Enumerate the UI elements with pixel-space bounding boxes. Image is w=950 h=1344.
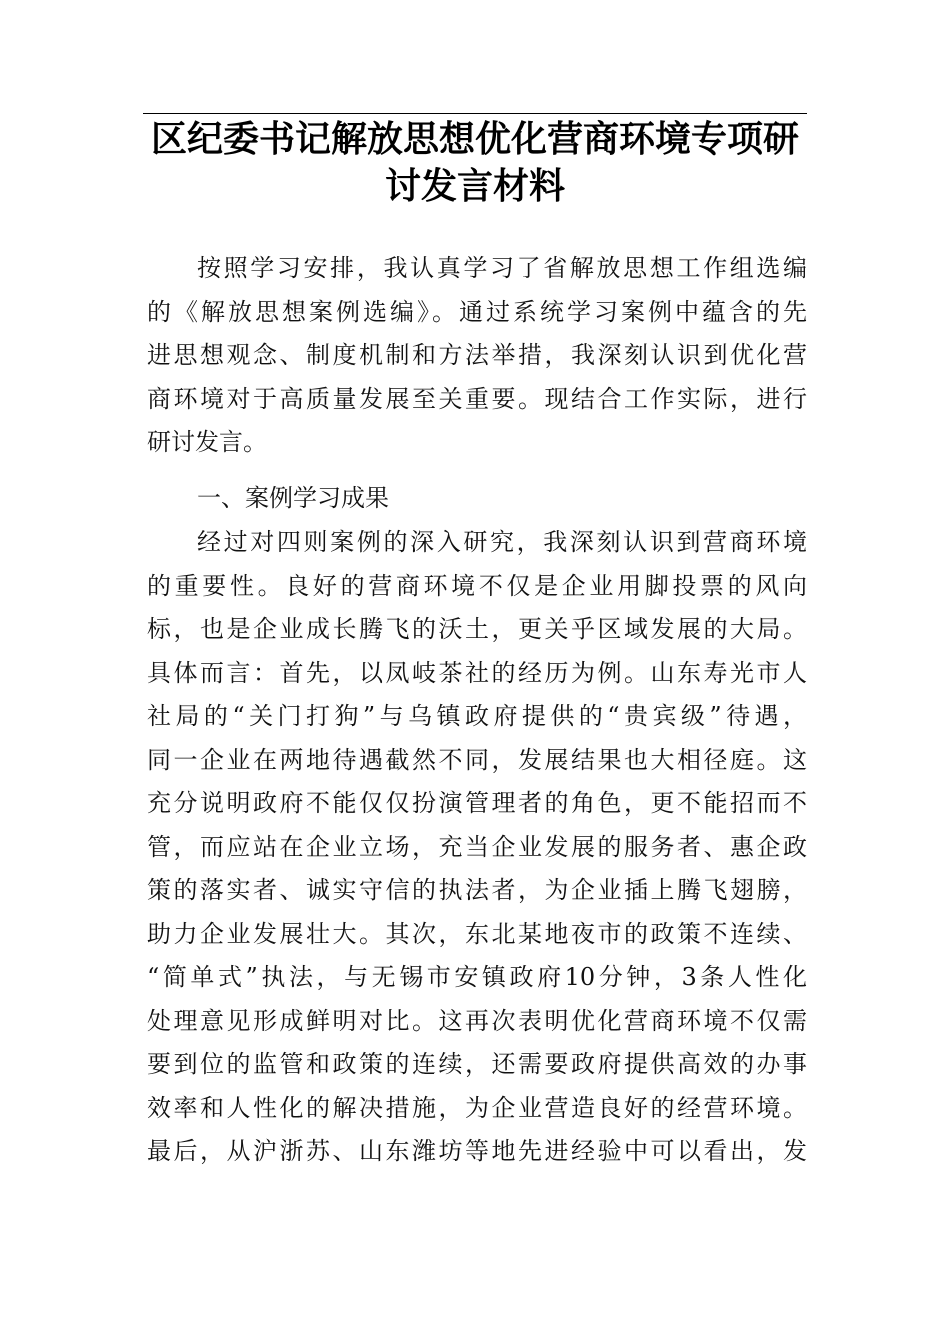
paragraph-line: 助力企业发展壮大。其次，东北某地夜市的政策不连续、 xyxy=(147,919,807,948)
paragraph-line: 效率和人性化的解决措施，为企业营造良好的经营环境。 xyxy=(147,1093,807,1122)
paragraph-line: 按照学习安排，我认真学习了省解放思想工作组选编 xyxy=(197,254,807,282)
paragraph-line: 商环境对于高质量发展至关重要。现结合工作实际，进行 xyxy=(147,384,807,413)
paragraph-line: 策的落实者、诚实守信的执法者，为企业插上腾飞翅膀， xyxy=(147,876,807,904)
paragraph-line: 标，也是企业成长腾飞的沃土，更关乎区域发展的大局。 xyxy=(147,615,807,643)
title-line: 讨发言材料 xyxy=(384,165,565,207)
paragraph-line: 进思想观念、制度机制和方法举措，我深刻认识到优化营 xyxy=(147,341,807,369)
paragraph-line: 的《解放思想案例选编》。通过系统学习案例中蕴含的先 xyxy=(147,297,807,326)
intro-paragraph xyxy=(147,247,807,465)
paragraph-line: 研讨发言。 xyxy=(147,428,267,456)
paragraph-line: 具体而言：首先，以凤岐茶社的经历为例。山东寿光市人 xyxy=(147,658,807,687)
title-line: 区纪委书记解放思想优化营商环境专项研 xyxy=(150,118,799,160)
document-title xyxy=(143,116,807,210)
header-rule xyxy=(143,113,807,114)
paragraph-line: 处理意见形成鲜明对比。这再次表明优化营商环境不仅需 xyxy=(147,1006,807,1035)
section-heading: 一、案例学习成果 xyxy=(197,484,389,512)
section-paragraph xyxy=(147,521,807,1174)
paragraph-line: 社局的“关门打狗”与乌镇政府提供的“贵宾级”待遇， xyxy=(147,702,807,730)
paragraph-line: “简单式”执法，与无锡市安镇政府10分钟，3条人性化 xyxy=(147,963,807,991)
paragraph-line: 经过对四则案例的深入研究，我深刻认识到营商环境 xyxy=(197,528,807,556)
paragraph-line: 最后，从沪浙苏、山东潍坊等地先进经验中可以看出，发 xyxy=(147,1137,807,1165)
paragraph-line: 要到位的监管和政策的连续，还需要政府提供高效的办事 xyxy=(147,1050,807,1078)
paragraph-line: 同一企业在两地待遇截然不同，发展结果也大相径庭。这 xyxy=(147,745,807,774)
paragraph-line: 充分说明政府不能仅仅扮演管理者的角色，更不能招而不 xyxy=(147,789,807,817)
paragraph-line: 管，而应站在企业立场，充当企业发展的服务者、惠企政 xyxy=(147,832,807,861)
paragraph-line: 的重要性。良好的营商环境不仅是企业用脚投票的风向 xyxy=(147,571,807,600)
